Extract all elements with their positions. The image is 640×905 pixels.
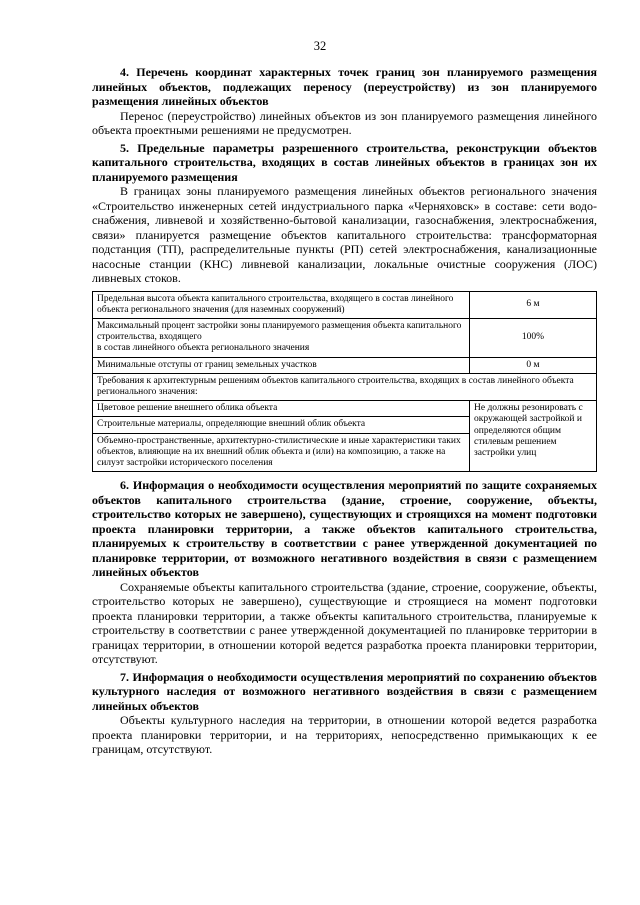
parameters-table bbox=[92, 291, 597, 473]
page-content bbox=[92, 65, 597, 757]
value-cell: 100% bbox=[470, 318, 597, 357]
section-4-heading: 4. Перечень координат характерных точек границ зон планируемого размещения линейных объектов, подлежащих переносу (переустройству) из зон планируемого размещения линейных объектов bbox=[92, 65, 597, 108]
section-6-heading: 6. Информация о необходимости осуществления мероприятий по защите сохраняемых объектов капитального строительства (здание, строение, сооружение, объекты, строительство которых не завершено), существующих и строящихся на момент подготовки проекта планировки территории, а также объектов капитального строительства, планируемых к строительству в соответствии с ранее утвержденной документацией по планировке территории, от возможного негативного воздействия в связи с размещением линейных объектов bbox=[92, 478, 597, 580]
section-5-heading: 5. Предельные параметры разрешенного строительства, реконструкции объектов капитального строительства, входящих в состав линейных объектов в границах зон их планируемого размещения bbox=[92, 140, 597, 184]
value-cell: 0 м bbox=[470, 357, 597, 373]
param-text: Максимальный процент застройки зоны планируемого размещения объекта капитального строительства, входящего в состав линейного объекта регионального значения bbox=[97, 320, 462, 354]
page-number: 32 bbox=[313, 39, 327, 53]
requirement-cell: Цветовое решение внешнего облика объекта bbox=[93, 401, 470, 417]
section-6-text: Сохраняемые объекты капитального строительства (здание, строение, сооружение, объекты, строительство которых не завершено), существующие и строящиеся на момент подготовки проекта планировки территории, а также объекты капитального строительства, планируемые к строительству в соответствии с ранее утвержденной документацией по планировке территории в границах территории, в отношении которой ведется разработка проекта планировки территории, отсутствуют. bbox=[92, 579, 597, 667]
param-cell: Минимальные отступы от границ земельных участков bbox=[93, 357, 470, 373]
requirements-value-cell: Не должны резонировать с окружающей застройкой и определяются общим стилевым решением застройки улиц bbox=[470, 401, 597, 472]
table-row bbox=[93, 318, 597, 357]
section-7-heading: 7. Информация о необходимости осуществления мероприятий по сохранению объектов культурного наследия от возможного негативного воздействия в связи с размещением линейных объектов bbox=[92, 669, 597, 713]
requirements-header-cell: Требования к архитектурным решениям объектов капитального строительства, входящих в состав линейного объекта регионального значения: bbox=[93, 373, 597, 400]
table-row bbox=[93, 373, 597, 400]
param-cell: Предельная высота объекта капитального строительства, входящего в состав линейного объекта регионального значения (для наземных сооружений) bbox=[93, 291, 470, 318]
requirement-cell: Строительные материалы, определяющие внешний облик объекта bbox=[93, 417, 470, 433]
table-row bbox=[93, 357, 597, 373]
param-cell bbox=[93, 318, 470, 357]
section-4-text: Перенос (переустройство) линейных объектов из зон планируемого размещения линейного объекта проектными решениями не предусмотрен. bbox=[92, 108, 597, 137]
requirement-cell: Объемно-пространственные, архитектурно-стилистические и иные характеристики таких объектов, влияющие на их внешний облик объекта и (или) на композицию, а также на силуэт застройки исторического поселения bbox=[93, 433, 470, 472]
value-cell: 6 м bbox=[470, 291, 597, 318]
table-row bbox=[93, 401, 597, 417]
section-7-text: Объекты культурного наследия на территории, в отношении которой ведется разработка проекта планировки территории, и на территориях, непосредственно примыкающих к ее границам, отсутствуют. bbox=[92, 713, 597, 757]
table-row bbox=[93, 291, 597, 318]
section-5-text: В границах зоны планируемого размещения линейных объектов регионального значения «Строительство инженерных сетей индустриального парка «Черняховск» в составе: сети водо-снабжения, ливневой и хозяйственно-бытовой канализации, газоснабжения, электроснабжения, связи» планируется размещение объектов капитального строительства: трансформаторная подстанция (ТП), распределительные пункты (РП) сетей электроснабжения, канализационные насосные станции (КНС) ливневой канализации, локальные очистные сооружения (ЛОС) ливневых стоков. bbox=[92, 184, 597, 285]
